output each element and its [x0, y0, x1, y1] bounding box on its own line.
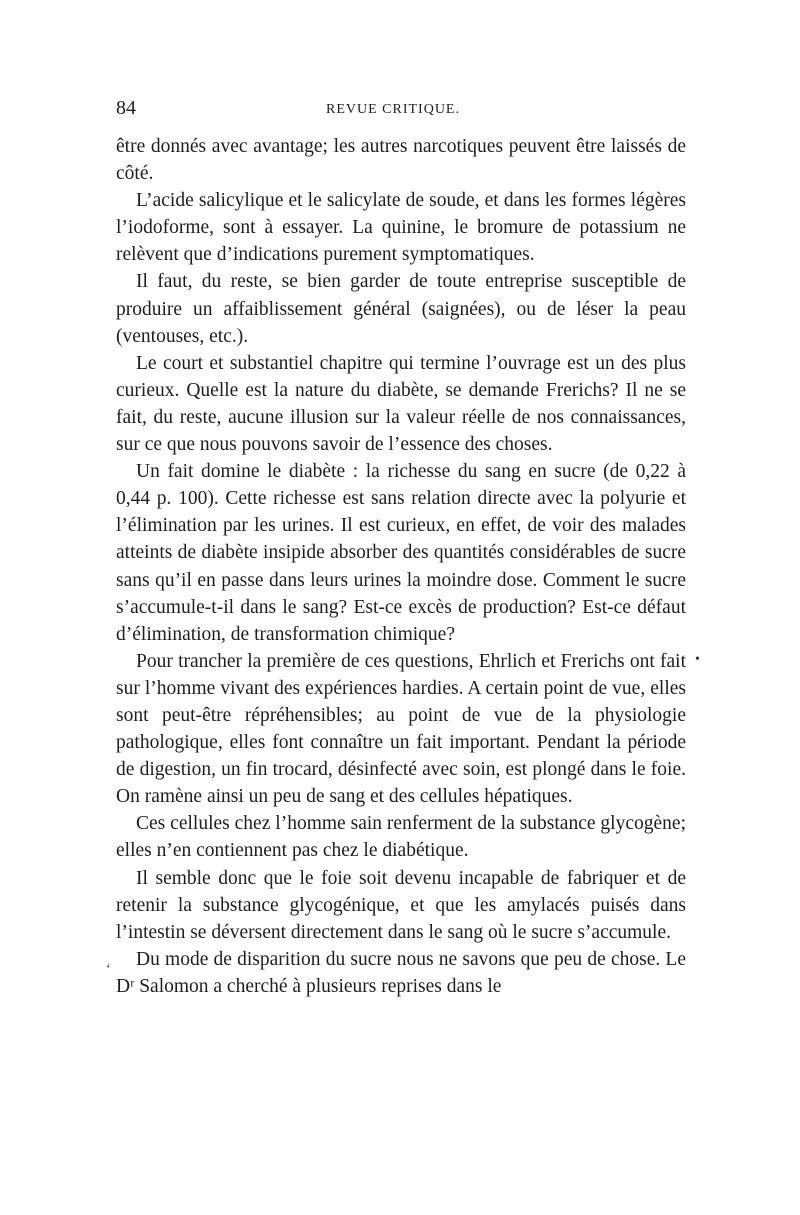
paragraph: Il semble donc que le foie soit devenu incapable de fabriquer et de retenir la substance glycogénique, et que les amylacés puisés dans l’intestin se déversent directement dans le sang où le sucre s’accumule.: [116, 867, 686, 943]
paragraph: Le court et substantiel chapitre qui termine l’ouvrage est un des plus curieux. Quelle est la nature du diabète, se demande Frerichs? Il ne se fait, du reste, aucune illusion sur la valeur réelle de nos connaissances, sur ce que nous pouvons savoir de l’essence des choses.: [116, 352, 686, 456]
paragraph: Pour trancher la première de ces questions, Ehrlich et Frerichs ont fait sur l’homme vivant des expériences hardies. A certain point de vue, elles sont peut-être répréhensibles; au point de vue de la physiologie pathologique, elles font connaître un fait important. Pendant la période de digestion, un fin trocard, désinfecté avec soin, est plongé dans le foie. On ramène ainsi un peu de sang et des cellules hépatiques.: [116, 650, 686, 808]
margin-speck: ʻ: [106, 962, 111, 977]
paragraph: Un fait domine le diabète : la richesse du sang en sucre (de 0,22 à 0,44 p. 100). Cette richesse est sans relation directe avec la polyurie et l’élimination par les urines. Il est curieux, en effet, de voir des malades atteints de diabète insipide absorber des quantités considérables de sucre sans qu’il en passe dans leurs urines la moindre dose. Comment le sucre s’accumule-t-il dans le sang? Est-ce excès de production? Est-ce défaut d’élimination, de transformation chimique?: [116, 461, 686, 645]
paragraph: L’acide salicylique et le salicylate de soude, et dans les formes légères l’iodoforme, sont à essayer. La quinine, le bromure de potassium ne relèvent que d’indications purement symptomatiques.: [116, 190, 686, 266]
margin-speck: •: [695, 652, 700, 667]
page-header: [116, 97, 686, 123]
page-number: 84: [116, 97, 136, 119]
paragraph: Il faut, du reste, se bien garder de toute entreprise susceptible de produire un affaiblissement général (saignées), ou de léser la peau (ventouses, etc.).: [116, 271, 686, 347]
running-head: REVUE CRITIQUE.: [326, 102, 460, 117]
paragraph: être donnés avec avantage; les autres narcotiques peuvent être laissés de côté.: [116, 136, 686, 185]
paragraph: Du mode de disparition du sucre nous ne savons que peu de chose. Le Dʳ Salomon a cherché à plusieurs reprises dans le: [116, 948, 686, 997]
paragraph: Ces cellules chez l’homme sain renferment de la substance glycogène; elles n’en contiennent pas chez le diabétique.: [116, 813, 686, 862]
body-text: [116, 133, 686, 1000]
